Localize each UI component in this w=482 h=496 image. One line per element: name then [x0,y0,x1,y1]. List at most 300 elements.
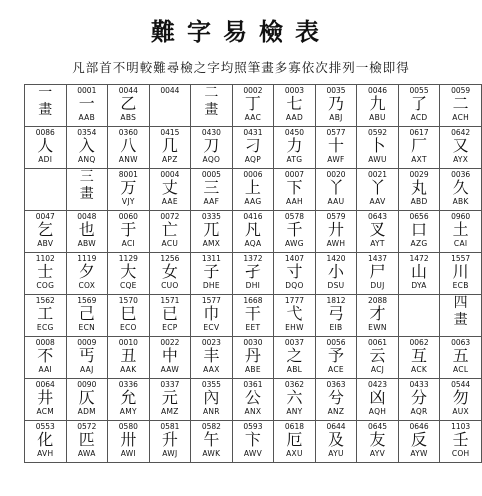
character-cell [357,337,399,379]
char-code: 0035 [326,86,346,95]
char-glyph: 土 [452,220,469,239]
character-cell [232,337,274,379]
char-glyph: 予 [327,346,344,365]
stroke-header-text: 畫 [38,102,53,118]
character-cell [191,127,233,169]
char-code: 0593 [243,422,263,431]
char-letters: AWK [202,449,221,458]
char-glyph: 干 [244,304,261,323]
char-letters: ACI [121,239,135,248]
table-row [25,295,482,337]
character-cell [274,85,316,127]
character-cell [357,253,399,295]
character-cell [66,295,108,337]
character-cell [191,379,233,421]
character-cell [66,211,108,253]
table-row [25,127,482,169]
character-cell [25,421,67,463]
char-glyph: 己 [78,304,95,323]
char-code: 1472 [409,254,429,263]
char-code: 1407 [284,254,304,263]
char-code: 0020 [326,170,346,179]
char-glyph: 卞 [244,430,261,449]
char-glyph: 丫 [369,178,386,197]
char-letters: DUJ [370,281,385,290]
char-code: 0572 [77,422,97,431]
character-cell [440,169,482,211]
char-letters: ABW [77,239,96,248]
char-glyph: 丑 [120,346,137,365]
character-cell [398,337,440,379]
char-code: 0580 [118,422,138,431]
character-cell [315,85,357,127]
char-letters: AWJ [162,449,178,458]
character-cell [25,337,67,379]
char-code: 0004 [160,170,180,179]
char-letters: AAJ [80,365,94,374]
char-glyph: 尸 [369,262,386,281]
char-glyph: 大 [120,262,137,281]
char-glyph: 孑 [244,262,261,281]
char-letters: ATG [286,155,303,164]
char-letters: AYU [328,449,344,458]
char-letters: AQR [410,407,428,416]
char-letters: AZG [410,239,428,248]
char-letters: ADI [38,155,53,164]
char-letters: AAU [327,197,345,206]
char-letters: ADM [77,407,96,416]
char-letters: DYA [411,281,427,290]
char-glyph: 兀 [203,220,220,239]
char-glyph: 十 [327,136,344,155]
char-code: 0617 [409,128,429,137]
char-glyph: 才 [369,304,386,323]
char-code: 0579 [326,212,346,221]
char-letters: EWN [368,323,387,332]
char-code: 0645 [367,422,388,431]
character-cell [315,253,357,295]
char-letters: AMY [119,407,137,416]
page-subtitle: 凡部首不明較難尋檢之字均照筆畫多寡依次排列一檢即得 [72,60,410,75]
stroke-header-text: 三 [79,169,94,185]
character-cell [66,421,108,463]
page-title: 難字易檢表 [151,17,331,46]
character-cell [315,421,357,463]
table-row [25,169,482,211]
character-cell [149,379,191,421]
char-letters: AAD [285,113,304,122]
char-glyph: 反 [411,430,428,449]
char-letters: AAW [160,365,180,374]
char-glyph: 云 [369,346,386,365]
stroke-count-header [440,295,482,337]
char-glyph: 了 [411,94,428,113]
char-code: 0002 [243,86,263,95]
stroke-count-header [66,169,108,211]
char-glyph: 七 [286,94,303,113]
character-cell [149,421,191,463]
character-cell [357,211,399,253]
char-letters: ACU [161,239,179,248]
char-letters: COX [78,281,96,290]
char-letters: ANW [118,155,138,164]
char-code: 1571 [160,296,180,305]
char-glyph: 刀 [203,136,220,155]
char-code: 0090 [77,380,97,389]
char-letters: AAC [244,113,262,122]
char-letters: ACE [328,365,344,374]
char-glyph: 川 [452,262,469,281]
char-glyph: 凶 [369,388,386,407]
char-letters: CQE [119,281,137,290]
char-letters: ECV [203,323,220,332]
char-code: 0086 [35,128,55,137]
char-code: 0960 [451,212,471,221]
char-code: 1668 [243,296,263,305]
char-letters: AAF [203,197,220,206]
char-letters: AWV [243,449,262,458]
char-letters: AAV [369,197,386,206]
char-glyph: 壬 [452,430,469,449]
char-code: 0337 [160,380,180,389]
stroke-header-text: 一 [38,85,53,101]
char-code: 0022 [160,338,180,347]
char-glyph: 中 [161,346,178,365]
char-glyph: 一 [78,94,95,113]
char-glyph: 乞 [37,220,54,239]
char-code: 0046 [367,86,388,95]
char-code: 0433 [409,380,429,389]
char-letters: ABL [286,365,303,374]
character-cell [108,295,150,337]
char-glyph: 卅 [120,430,137,449]
char-glyph: 丐 [78,346,95,365]
char-code: 8001 [118,170,138,179]
char-glyph: 巾 [203,304,220,323]
char-letters: AWH [326,239,346,248]
character-cell [440,379,482,421]
character-cell [357,127,399,169]
character-cell [274,127,316,169]
char-glyph: 化 [37,430,54,449]
char-letters: ECO [119,323,137,332]
char-code: 0062 [409,338,429,347]
char-code: 2088 [367,296,388,305]
char-glyph: 万 [120,178,137,197]
character-cell [274,169,316,211]
char-letters: ABK [452,197,469,206]
char-letters: ABU [369,113,386,122]
char-code: 0416 [243,212,263,221]
char-glyph: 上 [244,178,261,197]
char-code: 0577 [326,128,346,137]
character-cell [398,127,440,169]
character-cell [232,127,274,169]
char-glyph: 兮 [327,388,344,407]
character-cell [398,295,440,337]
char-glyph: 內 [203,388,220,407]
char-letters: CAI [453,239,468,248]
char-letters: ANZ [327,407,345,416]
character-cell [440,211,482,253]
character-cell [108,85,150,127]
character-cell [274,421,316,463]
char-code: 1777 [284,296,304,305]
char-letters: COH [451,449,470,458]
character-cell [232,85,274,127]
character-cell [25,211,67,253]
char-code: 0009 [77,338,97,347]
char-code: 0642 [451,128,471,137]
char-code: 0044 [160,86,180,95]
char-letters: AVH [37,449,54,458]
character-cell [315,295,357,337]
character-cell [357,379,399,421]
char-letters: AWF [327,155,345,164]
char-code: 0029 [409,170,429,179]
character-cell [315,379,357,421]
char-glyph: 夕 [78,262,95,281]
character-cell [398,211,440,253]
char-letters: ACL [452,365,469,374]
character-cell [25,379,67,421]
char-code: 0007 [284,170,304,179]
char-code: 0001 [77,86,97,95]
char-glyph: 丫 [327,178,344,197]
char-letters: EIB [329,323,343,332]
char-letters: AAB [78,113,96,122]
char-letters: ECB [452,281,469,290]
char-code: 0023 [201,338,221,347]
char-code: 0030 [243,338,263,347]
table-row [25,253,482,295]
char-letters: EHW [285,323,304,332]
char-glyph: 弋 [286,304,303,323]
char-letters: ANX [244,407,262,416]
char-code: 0056 [326,338,346,347]
char-glyph: 六 [286,388,303,407]
char-glyph: 厄 [286,430,303,449]
char-glyph: 廾 [327,220,344,239]
char-code: 0008 [35,338,55,347]
char-letters: ACH [452,113,470,122]
char-letters: AYV [369,449,386,458]
char-glyph: 匹 [78,430,95,449]
char-code: 0055 [409,86,429,95]
char-letters: AQH [368,407,387,416]
table-row [25,421,482,463]
char-code: 0360 [118,128,138,137]
char-glyph: 也 [78,220,95,239]
character-cell [108,211,150,253]
character-cell [398,169,440,211]
char-letters: ABD [410,197,428,206]
char-code: 0592 [367,128,388,137]
char-glyph: 仄 [78,388,95,407]
char-code: 0430 [201,128,221,137]
char-letters: AAH [285,197,303,206]
character-cell [440,337,482,379]
char-code: 1569 [77,296,97,305]
table-row [25,379,482,421]
char-letters: ECP [162,323,178,332]
character-cell [232,379,274,421]
char-glyph: 升 [161,430,178,449]
char-code: 0336 [118,380,138,389]
char-letters: ABS [120,113,137,122]
stroke-count-header [25,85,67,127]
character-cell [398,421,440,463]
char-letters: ECG [36,323,54,332]
character-cell [232,253,274,295]
stroke-header-text: 二 [204,85,219,101]
char-letters: ECN [78,323,96,332]
char-glyph: 丹 [244,346,261,365]
char-code: 0003 [284,86,304,95]
char-letters: AYX [453,155,469,164]
char-glyph: 允 [120,388,137,407]
char-glyph: 人 [37,136,54,155]
char-glyph: 弓 [327,304,344,323]
stroke-header-text: 畫 [453,312,468,328]
stroke-header-text: 畫 [204,102,219,118]
char-letters: DHE [202,281,220,290]
character-cell [315,127,357,169]
char-letters: CUO [161,281,179,290]
char-letters: COG [36,281,55,290]
char-code: 0656 [409,212,429,221]
char-glyph: 元 [161,388,178,407]
char-code: 0047 [35,212,55,221]
char-glyph: 口 [411,220,428,239]
char-code: 0582 [201,422,221,431]
character-cell [398,379,440,421]
char-glyph: 入 [78,136,95,155]
character-cell [357,421,399,463]
char-code: 0578 [284,212,304,221]
char-letters: DQO [285,281,304,290]
char-code: 1372 [243,254,263,263]
char-code: 1311 [201,254,221,263]
char-code: 1420 [326,254,346,263]
char-glyph: 丁 [244,94,261,113]
char-code: 0037 [284,338,304,347]
char-letters: AAE [161,197,178,206]
char-letters: DSU [327,281,345,290]
table-row [25,211,482,253]
character-cell [66,127,108,169]
char-glyph: 九 [369,94,386,113]
char-glyph: 之 [286,346,303,365]
char-glyph: 午 [203,430,220,449]
char-glyph: 巳 [120,304,137,323]
char-code: 0005 [201,170,221,179]
char-letters: AUX [452,407,469,416]
char-code: 0581 [160,422,180,431]
character-cell [274,295,316,337]
character-cell [274,253,316,295]
character-cell [191,253,233,295]
character-cell [108,379,150,421]
char-letters: AYT [370,239,385,248]
character-cell [25,253,67,295]
char-glyph: 公 [244,388,261,407]
char-glyph: 丈 [161,178,178,197]
character-cell [149,337,191,379]
character-table [24,84,482,463]
char-glyph: 士 [37,262,54,281]
char-glyph: 于 [120,220,137,239]
char-letters: AQA [244,239,262,248]
character-cell [357,295,399,337]
char-code: 0431 [243,128,263,137]
char-glyph: 乙 [120,94,137,113]
char-glyph: 工 [37,304,54,323]
char-code: 0060 [118,212,138,221]
char-glyph: 互 [411,346,428,365]
char-glyph: 分 [411,388,428,407]
character-cell [440,85,482,127]
char-letters: AWI [120,449,136,458]
char-letters: AAK [120,365,137,374]
char-glyph: 叉 [369,220,386,239]
char-code: 0006 [243,170,263,179]
char-glyph: 友 [369,430,386,449]
character-cell [191,337,233,379]
character-cell [440,421,482,463]
char-glyph: 子 [203,262,220,281]
char-glyph: 乃 [327,94,344,113]
char-glyph: 井 [37,388,54,407]
char-letters: AYW [410,449,428,458]
char-letters: ACK [411,365,428,374]
character-cell [357,85,399,127]
character-cell [398,253,440,295]
char-letters: AQP [244,155,262,164]
character-cell [149,211,191,253]
char-code: 0544 [451,380,471,389]
char-code: 0048 [77,212,97,221]
char-letters: ABE [244,365,261,374]
char-code: 1437 [367,254,388,263]
char-letters: ACJ [370,365,385,374]
character-cell [274,379,316,421]
char-glyph: 几 [161,136,178,155]
char-letters: ANQ [78,155,96,164]
char-code: 0643 [367,212,388,221]
char-code: 0335 [201,212,221,221]
char-letters: AMZ [161,407,179,416]
character-cell [191,421,233,463]
char-glyph: 及 [327,430,344,449]
character-cell [315,169,357,211]
char-letters: AXU [286,449,303,458]
character-cell [191,211,233,253]
char-code: 1129 [118,254,138,263]
char-code: 0059 [451,86,471,95]
char-letters: AAG [244,197,262,206]
char-code: 1119 [77,254,97,263]
char-glyph: 寸 [286,262,303,281]
character-cell [440,127,482,169]
char-code: 0354 [77,128,97,137]
char-glyph: 又 [452,136,469,155]
character-cell [66,85,108,127]
character-cell [108,337,150,379]
character-cell [191,295,233,337]
char-letters: AWA [77,449,96,458]
char-code: 1102 [35,254,55,263]
